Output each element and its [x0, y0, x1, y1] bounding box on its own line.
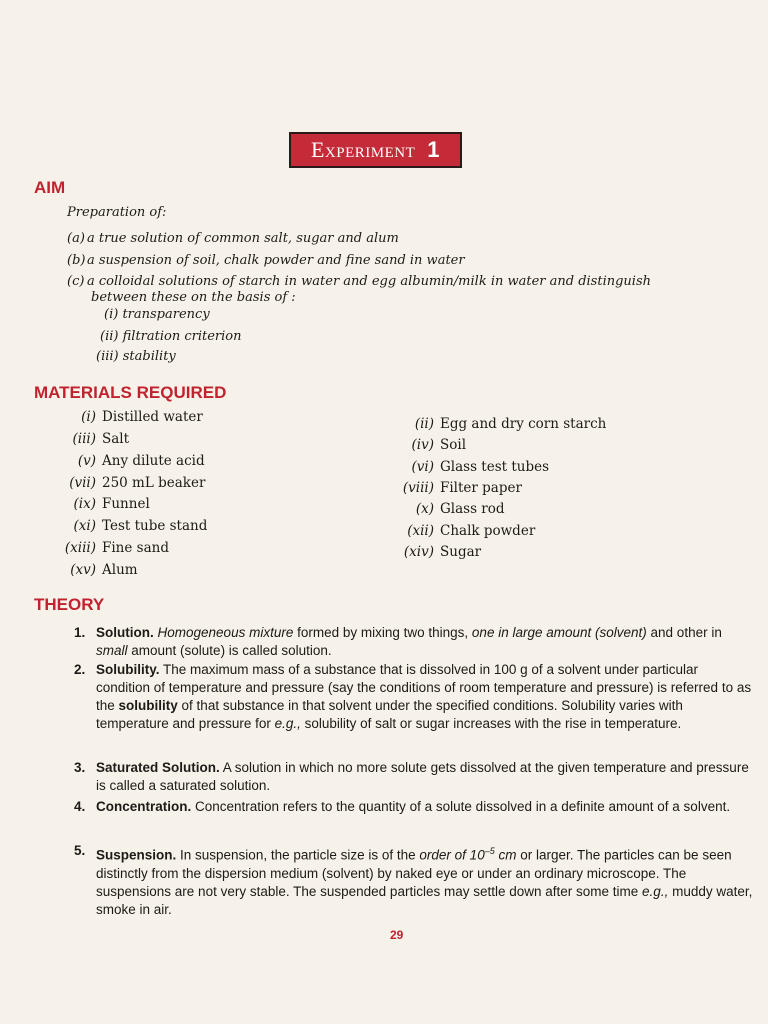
theory-text-run: In suspension, the particle size is of the: [176, 847, 420, 863]
criterion-text: stability: [122, 349, 176, 364]
theory-text-run: muddy water, smoke in air.: [96, 883, 753, 917]
theory-item-number: 3.: [74, 760, 86, 775]
banner-word: Experiment: [310, 137, 416, 162]
theory-term: Saturated Solution.: [96, 760, 220, 775]
theory-text-run: or larger. The particles can be seen distinctly from the dispersion medium (solvent) by naked eye or under an ordinary microscope. The suspensions are not very stable. The suspended particles may settle down after some time: [96, 847, 732, 899]
aim-item-marker: (a): [67, 231, 85, 246]
theory-text-run: and other in: [646, 625, 722, 640]
theory-text-run: amount (solute) is called solution.: [127, 643, 332, 658]
theory-text-run: of that substance in that solvent under the specified conditions. Solubility varies with temperature and pressure for: [96, 698, 683, 731]
material-text: Sugar: [440, 544, 482, 560]
material-number: (xiii): [64, 540, 96, 556]
theory-item: [74, 661, 754, 733]
theory-item-number: 5.: [74, 843, 86, 858]
material-text: Test tube stand: [102, 518, 208, 534]
theory-item-text: [96, 624, 754, 660]
material-number: (v): [77, 453, 96, 469]
theory-item-text: [96, 798, 754, 816]
material-item: [402, 459, 549, 475]
material-item: [64, 475, 205, 491]
theory-text-run: A solution in which no more solute gets dissolved at the given temperature and pressure is called a saturated solution.: [96, 760, 749, 793]
banner-number: 1: [427, 137, 441, 162]
material-text: Egg and dry corn starch: [440, 416, 607, 432]
material-text: Funnel: [102, 496, 150, 512]
material-text: Filter paper: [440, 480, 522, 496]
material-item: [64, 431, 129, 447]
material-number: (vii): [69, 475, 96, 491]
theory-term: Suspension.: [96, 847, 177, 863]
material-item: [402, 437, 466, 453]
material-item: [402, 501, 505, 517]
material-number: (ix): [73, 496, 96, 512]
aim-criterion: [104, 307, 210, 322]
theory-item-number: 1.: [74, 625, 86, 640]
theory-emphasis: e.g.,: [274, 716, 301, 731]
material-text: Fine sand: [102, 540, 169, 556]
material-item: [64, 540, 169, 556]
aim-item-marker: (c): [67, 274, 85, 289]
material-item: [402, 480, 522, 496]
theory-emphasis: cm: [494, 847, 517, 863]
material-text: Glass test tubes: [440, 459, 550, 475]
aim-item: [67, 231, 399, 246]
material-text: Salt: [102, 431, 130, 447]
theory-text-run: Concentration refers to the quantity of a solute dissolved in a definite amount of a solvent.: [191, 799, 731, 814]
material-text: Distilled water: [102, 409, 203, 425]
material-item: [402, 523, 535, 539]
aim-heading: AIM: [34, 178, 66, 197]
theory-text-run: solubility of salt or sugar increases with the rise in temperature.: [300, 716, 682, 731]
theory-emphasis: e.g.,: [642, 883, 669, 899]
aim-criterion: [96, 349, 176, 364]
material-text: Chalk powder: [440, 523, 536, 539]
material-number: (iii): [72, 431, 96, 447]
theory-emphasis: small: [96, 643, 128, 658]
aim-item: [67, 274, 707, 289]
theory-item: [74, 624, 754, 660]
theory-term: Concentration.: [96, 799, 192, 814]
criterion-text: filtration criterion: [122, 329, 242, 344]
aim-item-text: a true solution of common salt, sugar and alum: [87, 231, 399, 246]
aim-item-text: a suspension of soil, chalk powder and fine sand in water: [87, 253, 465, 268]
theory-text-run: The maximum mass of a substance that is dissolved in 100 g of a solvent under particular condition of temperature and pressure (say the conditions of room temperature and pressure) is referred to as the: [96, 662, 752, 713]
material-number: (xi): [73, 518, 96, 534]
material-number: (xiv): [403, 544, 434, 560]
materials-heading: MATERIALS REQUIRED: [34, 383, 227, 402]
material-number: (vi): [411, 459, 434, 475]
theory-item-text: [96, 842, 754, 919]
material-number: (viii): [402, 480, 434, 496]
theory-item: [74, 798, 754, 816]
theory-bold-run: solubility: [118, 698, 178, 713]
criterion-marker: (iii): [96, 349, 119, 364]
aim-item-text: a colloidal solutions of starch in water and egg albumin/milk in water and distinguish: [87, 274, 652, 289]
theory-exponent: –5: [484, 846, 495, 856]
material-number: (x): [415, 501, 434, 517]
page-number: 29: [390, 928, 404, 942]
theory-text-run: formed by mixing two things,: [293, 625, 472, 640]
material-text: Soil: [440, 437, 467, 453]
material-item: [402, 544, 481, 560]
aim-intro: Preparation of:: [67, 205, 167, 220]
material-text: 250 mL beaker: [102, 475, 206, 491]
material-number: (i): [81, 409, 96, 425]
theory-item-number: 2.: [74, 662, 86, 677]
theory-heading: THEORY: [34, 595, 105, 614]
theory-emphasis: one in large amount (solvent): [471, 625, 647, 640]
aim-item: [67, 253, 465, 268]
material-item: [64, 409, 203, 425]
experiment-banner: [289, 132, 462, 168]
aim-item-continuation: between these on the basis of :: [91, 290, 296, 305]
theory-item-text: [96, 661, 754, 733]
criterion-marker: (i): [104, 307, 119, 322]
theory-emphasis: Homogeneous mixture: [157, 625, 294, 640]
criterion-marker: (ii): [100, 329, 119, 344]
material-number: (xv): [70, 562, 96, 578]
theory-item-number: 4.: [74, 799, 86, 814]
material-item: [402, 416, 606, 432]
theory-term: Solution.: [96, 625, 154, 640]
theory-emphasis: order of 10: [419, 847, 485, 863]
theory-item-text: [96, 759, 754, 795]
material-number: (iv): [411, 437, 434, 453]
material-item: [64, 562, 138, 578]
theory-term: Solubility.: [96, 662, 160, 677]
material-item: [64, 518, 207, 534]
material-item: [64, 496, 150, 512]
criterion-text: transparency: [122, 307, 210, 322]
material-item: [64, 453, 205, 469]
aim-item-marker: (b): [67, 253, 86, 268]
material-text: Any dilute acid: [102, 453, 205, 469]
theory-item: [74, 842, 754, 919]
aim-criterion: [100, 329, 241, 344]
material-text: Alum: [102, 562, 138, 578]
material-number: (ii): [414, 416, 434, 432]
material-number: (xii): [407, 523, 434, 539]
material-text: Glass rod: [440, 501, 505, 517]
theory-item: [74, 759, 754, 795]
